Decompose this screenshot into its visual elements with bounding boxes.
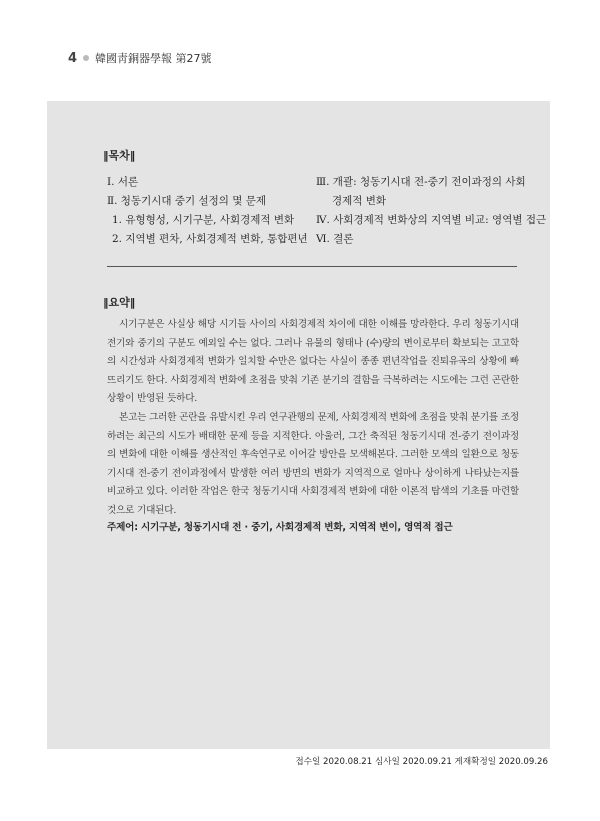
toc-item: Ⅱ. 청동기시대 중기 설정의 몇 문제	[107, 195, 267, 207]
bullet-dot-icon	[83, 55, 89, 61]
toc-item: Ⅲ. 개괄: 청동기시대 전-중기 전이과정의 사회	[316, 176, 526, 188]
section-divider	[107, 266, 517, 267]
toc-title: ‖목차‖	[103, 149, 136, 162]
toc-item: Ⅰ. 서론	[107, 176, 139, 188]
running-header	[68, 50, 212, 66]
toc-item: 1. 유형형성, 시기구분, 사회경제적 변화	[112, 214, 295, 226]
toc-item: 2. 지역별 편차, 사회경제적 변화, 통합편년	[112, 233, 308, 245]
toc-item: Ⅵ. 결론	[316, 233, 354, 245]
page-number: 4	[68, 50, 78, 66]
journal-title: 韓國靑銅器學報 第27號	[95, 52, 212, 65]
summary-title: ‖요약‖	[103, 296, 136, 309]
submission-dates: 접수일 2020.08.21 심사일 2020.09.21 게재확정일 2020.09.26	[295, 757, 548, 767]
toc-item: 경제적 변화	[332, 195, 387, 207]
toc-item: Ⅳ. 사회경제적 변화상의 지역별 비교: 영역별 접근	[316, 214, 547, 226]
summary-paragraph: 시기구분은 사실상 해당 시기들 사이의 사회경제적 차이에 대한 이해를 망라한다. 우리 청동기시대 전기와 중기의 구분도 예외일 수는 없다. 그러나 유물의 형태나 (수)량의 변이로부터 확보되는 고고학의 시간성과 사회경제적 변화가 일치할 수만은 없다는 사실이 종종 편년작업을 진퇴유곡의 상황에 빠뜨리기도 한다. 사회경제적 변화에 초점을 맞춰 기존 분기의 결함을 극복하려는 시도에는 그런 곤란한 상황이 반영된 듯하다.	[107, 319, 519, 405]
summary-body	[107, 316, 519, 521]
summary-paragraph: 본고는 그러한 곤란을 유발시킨 우리 연구관행의 문제, 사회경제적 변화에 초점을 맞춰 분기를 조정하려는 최근의 시도가 배태한 문제 등을 지적한다. 아울러, 그간 축적된 청동기시대 전-중기 전이과정의 변화에 대한 이해를 생산적인 후속연구로 이어갈 방안을 모색해본다. 그러한 모색의 일환으로 청동기시대 전-중기 전이과정에서 발생한 여러 방면의 변화가 지역적으로 얼마나 상이하게 나타났는지를 비교하고 있다. 이러한 작업은 한국 청동기시대 사회경제적 변화에 대한 이론적 탐색의 기초를 마련할 것으로 기대된다.	[107, 411, 519, 516]
keywords: 주제어: 시기구분, 청동기시대 전 · 중기, 사회경제적 변화, 지역적 변이, 영역적 접근	[107, 522, 453, 533]
